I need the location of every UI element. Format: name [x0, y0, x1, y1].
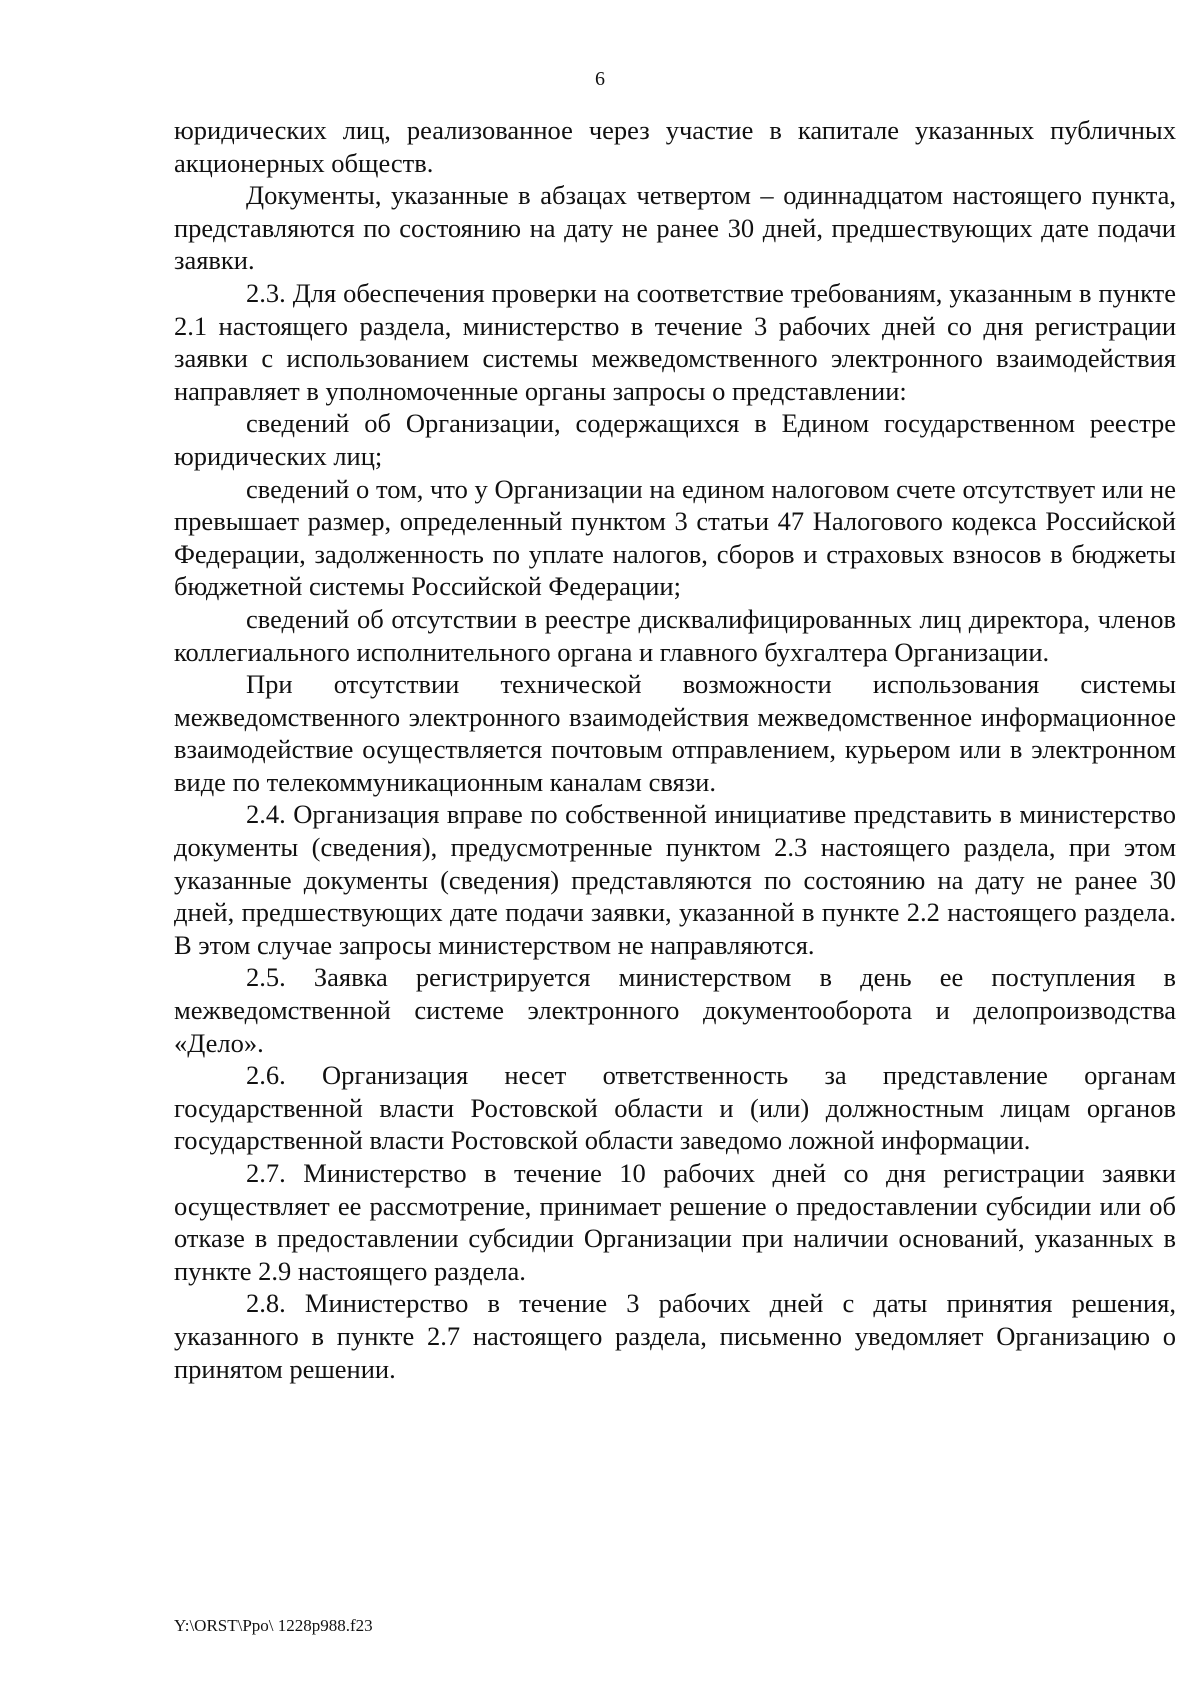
paragraph-egrul-info: сведений об Организации, содержащихся в Едином государственном реестре юридических лиц;	[174, 408, 1176, 471]
paragraph-2-8: 2.8. Министерство в течение 3 рабочих дней с даты принятия решения, указанного в пункте 2.7 настоящего раздела, письменно уведомляет Организацию о принятом решении.	[174, 1288, 1176, 1384]
paragraph-2-3: 2.3. Для обеспечения проверки на соответствие требованиям, указанным в пункте 2.1 настоящего раздела, министерство в течение 3 рабочих дней со дня регистрации заявки с использованием системы межведомственного электронного взаимодействия направляет в уполномоченные органы запросы о представлении:	[174, 277, 1176, 406]
document-body	[174, 114, 1176, 1385]
paragraph-no-smev: При отсутствии технической возможности использования системы межведомственного электронного взаимодействия межведомственное информационное взаимодействие осуществляется почтовым отправлением, курьером или в электронном виде по телекоммуникационным каналам связи.	[174, 669, 1176, 797]
paragraph-2-7: 2.7. Министерство в течение 10 рабочих дней со дня регистрации заявки осуществляет ее рассмотрение, принимает решение о предоставлении субсидии или об отказе в предоставлении субсидии Организации при наличии оснований, указанных в пункте 2.9 настоящего раздела.	[174, 1158, 1176, 1286]
footer-file-path: Y:\ORST\Ppo\ 1228p988.f23	[174, 1616, 373, 1635]
paragraph-continuation: юридических лиц, реализованное через участие в капитале указанных публичных акционерных обществ.	[174, 115, 1176, 178]
paragraph-2-6: 2.6. Организация несет ответственность за представление органам государственной власти Ростовской области и (или) должностным лицам органов государственной власти Ростовской области заведомо ложной информации.	[174, 1060, 1176, 1156]
paragraph-disqualified-registry: сведений об отсутствии в реестре дисквалифицированных лиц директора, членов коллегиального исполнительного органа и главного бухгалтера Организации.	[174, 603, 1176, 667]
paragraph-2-5: 2.5. Заявка регистрируется министерством в день ее поступления в межведомственной системе электронного документооборота и делопроизводства «Дело».	[174, 962, 1176, 1058]
paragraph-documents-dates: Документы, указанные в абзацах четвертом – одиннадцатом настоящего пункта, представляются по состоянию на дату не ранее 30 дней, предшествующих дате подачи заявки.	[174, 180, 1176, 276]
paragraph-tax-info: сведений о том, что у Организации на едином налоговом счете отсутствует или не превышает размер, определенный пунктом 3 статьи 47 Налогового кодекса Российской Федерации, задолженность по уплате налогов, сборов и страховых взносов в бюджеты бюджетной системы Российской Федерации;	[174, 473, 1176, 602]
paragraph-2-4: 2.4. Организация вправе по собственной инициативе представить в министерство документы (сведения), предусмотренные пунктом 2.3 настоящего раздела, при этом указанные документы (сведения) представляются по состоянию на дату не ранее 30 дней, предшествующих дате подачи заявки, указанной в пункте 2.2 настоящего раздела. В этом случае запросы министерством не направляются.	[174, 799, 1176, 960]
page-number: 6	[595, 68, 605, 90]
